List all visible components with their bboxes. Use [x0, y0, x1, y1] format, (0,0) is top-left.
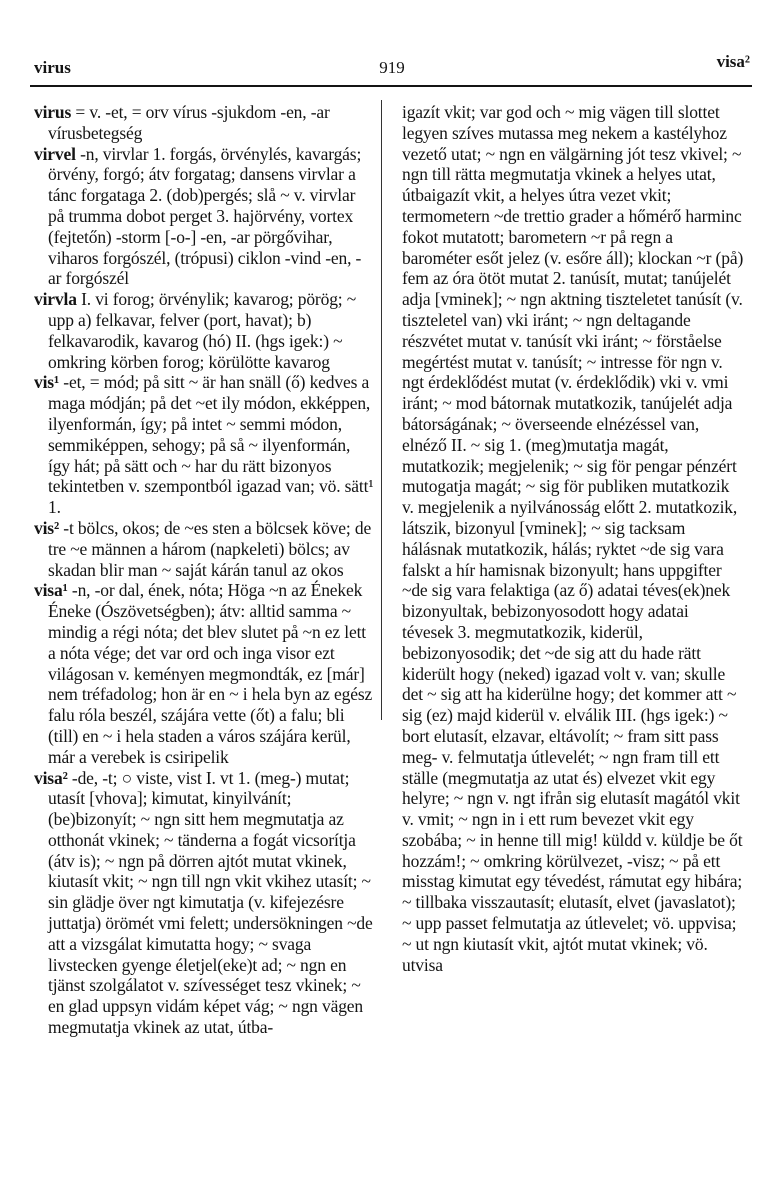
header-rule — [30, 85, 752, 87]
entry-text: -t bölcs, okos; de ~es sten a bölcsek köve; de tre ~e männen a három (napkeleti) bölcs; av skadan blir man ~ saját kárán tanul az okos — [48, 517, 372, 580]
page-number: 919 — [379, 58, 405, 77]
entry-text: = v. -et, = orv vírus -sjukdom -en, -ar vírusbetegség — [48, 102, 330, 143]
entry-text: -n, virvlar 1. forgás, örvénylés, kavargás; örvény, forgó; átv forgatag; dansens virvlar a tánc forgataga 2. (dob)pergés; slå ~ v. virvlar på trumma dobot perget 3. hajörvény, vortex (fejtetőn) -storm [-o-] -en, -ar pörgővihar, viharos forgószél, (trópusi) ciklon -vind -en, -ar forgószél — [48, 143, 362, 289]
page-header — [34, 52, 750, 82]
dictionary-entry — [34, 102, 374, 144]
dictionary-entry — [34, 372, 374, 518]
headword: vis² — [34, 517, 60, 538]
right-guideword: visa² — [716, 52, 750, 71]
headword: virus — [34, 102, 72, 122]
entry-text: -n, -or dal, ének, nóta; Höga ~n az Énekek Éneke (Ószövetségben); átv: alltid samma ~ mindig a régi nóta; det blev slutet på ~n ez lett a nóta vége; det var ord och inga visor ezt világosan v. keményen megmondták, ez [már] nem tréfadolog; hon är en ~ i hela byn az egész falu róla beszél, szájára vette (őt) a falu; bli (till) en ~ i hela staden a város szájára kerül, már a verebek is csiripelik — [48, 580, 373, 767]
left-guideword: virus — [34, 58, 71, 77]
dictionary-entry — [34, 580, 374, 767]
dictionary-entry — [34, 768, 374, 1038]
left-column — [34, 102, 374, 1038]
entry-text: I. vi forog; örvénylik; kavarog; pörög; ~ upp a) felkavar, felver (port, havat); b) felkavarodik, kavarog (hó) II. (hgs igek:) ~ omkring körben forog; körülötte kavarog — [48, 289, 357, 372]
headword: virvla — [34, 289, 77, 310]
right-column — [402, 102, 744, 975]
entry-text: -de, -t; ○ viste, vist I. vt 1. (meg-) mutat; utasít [vhova]; kimutat, kinyilvánít; (be)bizonyít; ~ ngn sitt hem megmutatja az otthonát vkinek; ~ tänderna a fogát vicsorítja (átv is); ~ ngn på dörren ajtót mutat vkinek, kiutasít vkit; ~ ngn till ngn vkit vkihez utasít; ~ sin glädje över ngt kimutatja (v. kifejezésre juttatja) örömét vmi felett; undersökningen ~de att a vizsgálat kimutatta hogy; ~ svaga livstecken gyenge életjel(eke)t ad; ~ ngn en tjänst szolgálatot v. szívességet tesz vkinek; ~ en glad uppsyn vidám képet vág; ~ ngn vägen megmutatja vkinek az utat, útba- — [48, 767, 373, 1038]
dictionary-entry — [34, 518, 374, 580]
headword: virvel — [34, 143, 76, 164]
dictionary-entry — [34, 289, 374, 372]
headword: visa² — [34, 767, 68, 788]
dictionary-entry-continuation — [402, 102, 744, 975]
column-divider — [381, 100, 382, 720]
entry-text: igazít vkit; var god och ~ mig vägen till slottet legyen szíves mutassa meg nekem a kastélyhoz vezető utat; ~ ngn en välgärning jót tesz vkivel; ~ ngn till rätta megmutatja vkinek a helyes utat, útbaigazít vkit, a helyes útra vezet vkit; termometern ~de trettio grader a hőmérő harminc fokot mutatott; barometern ~r på regn a barométer esőt jelez (v. esőre áll); klockan ~r (på) fem az óra ötöt mutat 2. tanúsít, mutat; tanújelét adja [vminek]; ~ ngn aktning tiszteletet tanúsít (v. tiszteletel van) vki iránt; ~ ngn deltagande részvétet mutat v. tanúsít vki iránt; ~ förståelse megértést mutat v. tanúsít; ~ intresse för ngn v. ngt érdeklődést mutat (v. érdeklődik) vki v. vmi iránt; ~ mod bátornak mutatkozik, tanújelét adja bátorságának; ~ överseende elnézéssel van, elnéző II. ~ sig 1. (meg)mutatja magát, mutatkozik; megjelenik; ~ sig för pengar pénzért mutogatja magát; ~ sig för publiken mutatkozik v. megjelenik a nyilvánosság előtt 2. mutatkozik, látszik, bizonyul [vminek]; ~ sig tacksam hálásnak mutatkozik, hálás; ryktet ~de sig vara falskt a hír hamisnak bizonyult; hans uppgifter ~de sig vara felaktiga (az ő) adatai téves(ek)nek bizonyultak, bebizonyosodott hogy adatai tévesek 3. megmutatkozik, kiderül, bebizonyosodik; det ~de sig att du hade rätt kiderült hogy (neked) igazad volt v. van; skulle det ~ sig att ha kiderülne hogy; det kommer att ~ sig (ez) majd kiderül v. elválik III. (hgs igek:) ~ bort elutasít, elzavar, eltávolít; ~ fram sitt pass meg- v. felmutatja útlevelét; ~ ngn fram till ett ställe (megmutatja az utat és) elvezet vkit egy helyre; ~ ngn v. ngt ifrån sig elutasít magától vkit v. vmit; ~ ngn in i ett rum bevezet vkit egy szobába; ~ in henne till mig! küldd v. küldje be őt hozzám!; ~ omkring körülvezet, -visz; ~ på ett misstag kimutat egy tévedést, rámutat egy hibára; ~ tillbaka visszautasít; elutasít, elvet (javaslatot); ~ upp passet felmutatja az útlevelet; vö. uppvisa; ~ ut ngn kiutasít vkit, ajtót mutat vkinek; vö. utvisa — [402, 102, 744, 975]
headword: visa¹ — [34, 580, 68, 601]
dictionary-entry — [34, 144, 374, 290]
headword: vis¹ — [34, 372, 60, 393]
entry-text: -et, = mód; på sitt ~ är han snäll (ő) kedves a maga módján; på det ~et ily módon, ekképpen, ilyenformán, így; på intet ~ semmi módon, semmiképpen, sehogy; på så ~ ilyenformán, így hát; på sätt och ~ har du rätt bizonyos tekintetben v. szempontból igazad van; vö. sätt¹ 1. — [48, 372, 374, 518]
